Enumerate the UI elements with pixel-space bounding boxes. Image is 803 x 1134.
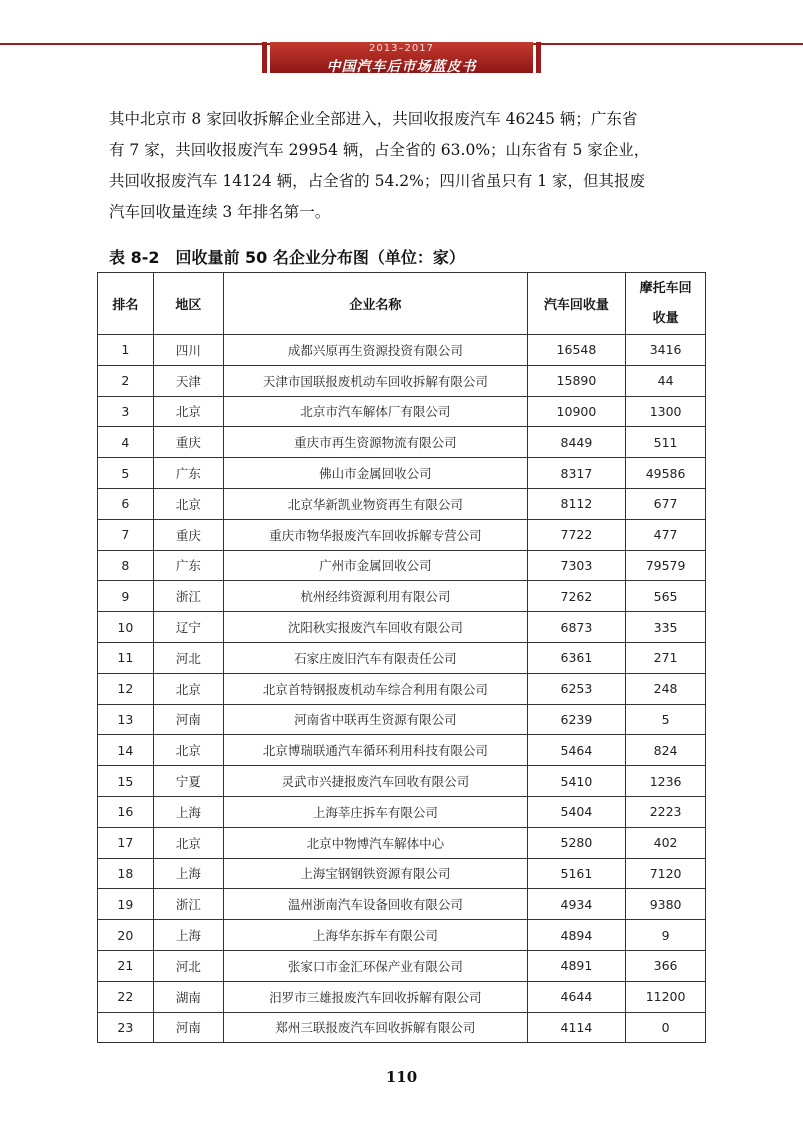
header-car-volume: 汽车回收量 — [527, 273, 626, 335]
cell-car-volume: 16548 — [527, 335, 626, 366]
cell-car-volume: 4644 — [527, 981, 626, 1012]
cell-company: 石家庄废旧汽车有限责任公司 — [224, 642, 528, 673]
header-company: 企业名称 — [224, 273, 528, 335]
page-number: 110 — [385, 1068, 418, 1086]
table-row — [98, 950, 706, 981]
table-row — [98, 427, 706, 458]
cell-region: 北京 — [153, 735, 224, 766]
table-row — [98, 920, 706, 951]
cell-rank: 6 — [98, 488, 154, 519]
cell-region: 天津 — [153, 365, 224, 396]
cell-car-volume: 4114 — [527, 1012, 626, 1043]
body-paragraph — [109, 104, 709, 228]
cell-company: 广州市金属回收公司 — [224, 550, 528, 581]
cell-moto-volume: 49586 — [626, 458, 706, 489]
table-row — [98, 889, 706, 920]
table-row — [98, 335, 706, 366]
header-region: 地区 — [153, 273, 224, 335]
cell-rank: 16 — [98, 796, 154, 827]
cell-company: 北京中物博汽车解体中心 — [224, 827, 528, 858]
cell-moto-volume: 402 — [626, 827, 706, 858]
table-row — [98, 612, 706, 643]
cell-car-volume: 4894 — [527, 920, 626, 951]
cell-company: 沈阳秋实报废汽车回收有限公司 — [224, 612, 528, 643]
cell-car-volume: 5161 — [527, 858, 626, 889]
cell-company: 北京博瑞联通汽车循环利用科技有限公司 — [224, 735, 528, 766]
cell-region: 河北 — [153, 950, 224, 981]
table-row — [98, 766, 706, 797]
cell-car-volume: 8112 — [527, 488, 626, 519]
cell-rank: 2 — [98, 365, 154, 396]
cell-region: 广东 — [153, 550, 224, 581]
cell-moto-volume: 79579 — [626, 550, 706, 581]
header-title: 中国汽车后市场蓝皮书 — [326, 59, 477, 75]
cell-rank: 10 — [98, 612, 154, 643]
table-row — [98, 642, 706, 673]
cell-car-volume: 7722 — [527, 519, 626, 550]
cell-rank: 8 — [98, 550, 154, 581]
paragraph-line: 汽车回收量连续 3 年排名第一。 — [109, 203, 331, 221]
cell-moto-volume: 0 — [626, 1012, 706, 1043]
cell-moto-volume: 1236 — [626, 766, 706, 797]
cell-moto-volume: 11200 — [626, 981, 706, 1012]
header-rank: 排名 — [98, 273, 154, 335]
cell-moto-volume: 2223 — [626, 796, 706, 827]
cell-car-volume: 4934 — [527, 889, 626, 920]
cell-moto-volume: 1300 — [626, 396, 706, 427]
cell-company: 张家口市金汇环保产业有限公司 — [224, 950, 528, 981]
cell-company: 河南省中联再生资源有限公司 — [224, 704, 528, 735]
cell-region: 北京 — [153, 488, 224, 519]
cell-rank: 21 — [98, 950, 154, 981]
cell-company: 重庆市物华报废汽车回收拆解专营公司 — [224, 519, 528, 550]
table-row — [98, 796, 706, 827]
cell-rank: 5 — [98, 458, 154, 489]
cell-region: 辽宁 — [153, 612, 224, 643]
table-row — [98, 396, 706, 427]
cell-moto-volume: 248 — [626, 673, 706, 704]
cell-company: 佛山市金属回收公司 — [224, 458, 528, 489]
cell-moto-volume: 335 — [626, 612, 706, 643]
cell-company: 成都兴原再生资源投资有限公司 — [224, 335, 528, 366]
cell-rank: 7 — [98, 519, 154, 550]
cell-region: 北京 — [153, 673, 224, 704]
cell-rank: 22 — [98, 981, 154, 1012]
header-years: 2013–2017 — [369, 43, 434, 54]
cell-moto-volume: 9 — [626, 920, 706, 951]
cell-region: 广东 — [153, 458, 224, 489]
table-row — [98, 735, 706, 766]
cell-moto-volume: 824 — [626, 735, 706, 766]
table-row — [98, 550, 706, 581]
cell-rank: 14 — [98, 735, 154, 766]
cell-region: 重庆 — [153, 427, 224, 458]
cell-moto-volume: 511 — [626, 427, 706, 458]
cell-company: 北京市汽车解体厂有限公司 — [224, 396, 528, 427]
cell-car-volume: 6253 — [527, 673, 626, 704]
table-body — [98, 335, 706, 1043]
cell-region: 上海 — [153, 920, 224, 951]
cell-company: 上海宝钢钢铁资源有限公司 — [224, 858, 528, 889]
cell-region: 河北 — [153, 642, 224, 673]
cell-company: 灵武市兴捷报废汽车回收有限公司 — [224, 766, 528, 797]
header-moto-volume-text: 摩托车回收量 — [639, 280, 692, 326]
paragraph-line: 有 7 家，共回收报废汽车 29954 辆，占全省的 63.0%；山东省有 5 家企业， — [109, 141, 650, 159]
cell-region: 四川 — [153, 335, 224, 366]
cell-moto-volume: 5 — [626, 704, 706, 735]
cell-company: 天津市国联报废机动车回收拆解有限公司 — [224, 365, 528, 396]
table-caption: 表 8-2 回收量前 50 名企业分布图（单位：家） — [109, 248, 465, 267]
cell-moto-volume: 44 — [626, 365, 706, 396]
cell-company: 重庆市再生资源物流有限公司 — [224, 427, 528, 458]
cell-moto-volume: 565 — [626, 581, 706, 612]
cell-region: 河南 — [153, 1012, 224, 1043]
header-moto-volume — [626, 273, 706, 335]
table-row — [98, 1012, 706, 1043]
cell-moto-volume: 477 — [626, 519, 706, 550]
cell-rank: 4 — [98, 427, 154, 458]
cell-company: 温州浙南汽车设备回收有限公司 — [224, 889, 528, 920]
cell-rank: 17 — [98, 827, 154, 858]
cell-rank: 15 — [98, 766, 154, 797]
cell-company: 上海华东拆车有限公司 — [224, 920, 528, 951]
cell-car-volume: 6239 — [527, 704, 626, 735]
paragraph-line: 其中北京市 8 家回收拆解企业全部进入，共回收报废汽车 46245 辆；广东省 — [109, 110, 638, 128]
cell-company: 郑州三联报废汽车回收拆解有限公司 — [224, 1012, 528, 1043]
cell-region: 北京 — [153, 396, 224, 427]
table-row — [98, 858, 706, 889]
cell-car-volume: 5280 — [527, 827, 626, 858]
cell-region: 湖南 — [153, 981, 224, 1012]
cell-company: 汨罗市三雄报废汽车回收拆解有限公司 — [224, 981, 528, 1012]
table-row — [98, 488, 706, 519]
cell-rank: 11 — [98, 642, 154, 673]
cell-moto-volume: 3416 — [626, 335, 706, 366]
table-row — [98, 827, 706, 858]
cell-company: 上海莘庄拆车有限公司 — [224, 796, 528, 827]
cell-company: 北京首特钢报废机动车综合利用有限公司 — [224, 673, 528, 704]
cell-moto-volume: 677 — [626, 488, 706, 519]
table-row — [98, 458, 706, 489]
table-row — [98, 519, 706, 550]
cell-car-volume: 7262 — [527, 581, 626, 612]
header-accent-right — [536, 42, 541, 73]
cell-rank: 12 — [98, 673, 154, 704]
cell-company: 杭州经纬资源利用有限公司 — [224, 581, 528, 612]
cell-car-volume: 7303 — [527, 550, 626, 581]
cell-region: 上海 — [153, 796, 224, 827]
enterprise-table — [97, 272, 706, 1043]
cell-region: 重庆 — [153, 519, 224, 550]
cell-car-volume: 8317 — [527, 458, 626, 489]
header-banner — [270, 42, 533, 73]
cell-car-volume: 4891 — [527, 950, 626, 981]
cell-company: 北京华新凯业物资再生有限公司 — [224, 488, 528, 519]
cell-car-volume: 6873 — [527, 612, 626, 643]
cell-rank: 13 — [98, 704, 154, 735]
table-row — [98, 673, 706, 704]
table-row — [98, 581, 706, 612]
cell-moto-volume: 7120 — [626, 858, 706, 889]
cell-car-volume: 5410 — [527, 766, 626, 797]
cell-rank: 9 — [98, 581, 154, 612]
cell-moto-volume: 9380 — [626, 889, 706, 920]
cell-region: 浙江 — [153, 889, 224, 920]
cell-car-volume: 6361 — [527, 642, 626, 673]
paragraph-line: 共回收报废汽车 14124 辆，占全省的 54.2%；四川省虽只有 1 家，但其报废 — [109, 172, 646, 190]
cell-region: 上海 — [153, 858, 224, 889]
cell-moto-volume: 271 — [626, 642, 706, 673]
cell-rank: 3 — [98, 396, 154, 427]
header-accent-left — [262, 42, 267, 73]
table-row — [98, 365, 706, 396]
cell-car-volume: 15890 — [527, 365, 626, 396]
cell-car-volume: 10900 — [527, 396, 626, 427]
cell-rank: 18 — [98, 858, 154, 889]
table-row — [98, 981, 706, 1012]
cell-region: 河南 — [153, 704, 224, 735]
cell-region: 北京 — [153, 827, 224, 858]
cell-car-volume: 8449 — [527, 427, 626, 458]
table-row — [98, 704, 706, 735]
cell-car-volume: 5404 — [527, 796, 626, 827]
cell-rank: 19 — [98, 889, 154, 920]
table-header-row — [98, 273, 706, 335]
cell-region: 宁夏 — [153, 766, 224, 797]
cell-car-volume: 5464 — [527, 735, 626, 766]
cell-region: 浙江 — [153, 581, 224, 612]
cell-rank: 20 — [98, 920, 154, 951]
cell-rank: 23 — [98, 1012, 154, 1043]
cell-moto-volume: 366 — [626, 950, 706, 981]
cell-rank: 1 — [98, 335, 154, 366]
